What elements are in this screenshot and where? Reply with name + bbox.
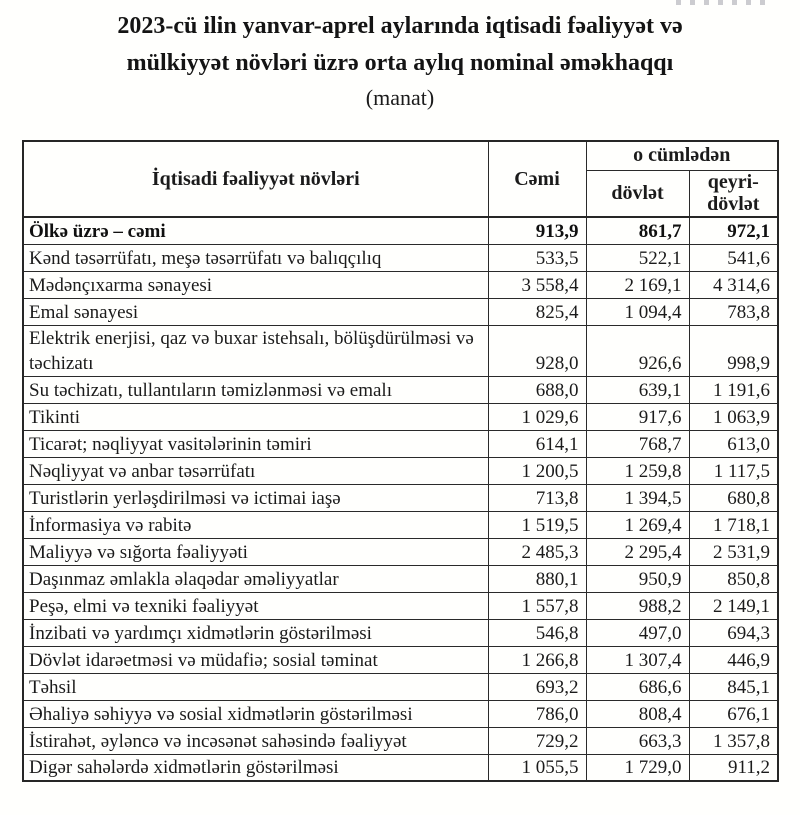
state-value-cell: 988,2 [586, 592, 689, 619]
page-title-line2: mülkiyyət növləri üzrə orta aylıq nominal əməkhaqqı [126, 50, 674, 76]
table-row [23, 430, 778, 457]
state-value-cell: 1 094,4 [586, 298, 689, 325]
activity-cell: Su təchizatı, tullantıların təmizlənməsi və emalı [23, 376, 488, 403]
activity-cell: Dövlət idarəetməsi və müdafiə; sosial təminat [23, 646, 488, 673]
nonstate-value-cell: 676,1 [689, 700, 778, 727]
total-value-cell: 913,9 [488, 217, 586, 244]
table-row [23, 325, 778, 376]
table-row [23, 700, 778, 727]
nonstate-value-cell: 850,8 [689, 565, 778, 592]
page-title [40, 8, 760, 82]
state-value-cell: 808,4 [586, 700, 689, 727]
nonstate-value-cell: 1 191,6 [689, 376, 778, 403]
table-row [23, 619, 778, 646]
total-value-cell: 3 558,4 [488, 271, 586, 298]
activity-cell: Nəqliyyat və anbar təsərrüfatı [23, 457, 488, 484]
wage-table-body [23, 217, 778, 781]
total-value-cell: 1 055,5 [488, 754, 586, 781]
table-row [23, 646, 778, 673]
title-block [0, 0, 800, 114]
nonstate-value-cell: 694,3 [689, 619, 778, 646]
nonstate-value-cell: 845,1 [689, 673, 778, 700]
wage-table [22, 140, 779, 782]
state-value-cell: 1 307,4 [586, 646, 689, 673]
total-value-cell: 1 519,5 [488, 511, 586, 538]
state-value-cell: 639,1 [586, 376, 689, 403]
activity-cell: Maliyyə və sığorta fəaliyyəti [23, 538, 488, 565]
nonstate-value-cell: 613,0 [689, 430, 778, 457]
total-value-cell: 729,2 [488, 727, 586, 754]
nonstate-value-cell: 998,9 [689, 325, 778, 376]
total-value-cell: 546,8 [488, 619, 586, 646]
table-row [23, 298, 778, 325]
nonstate-value-cell: 2 149,1 [689, 592, 778, 619]
table-row [23, 271, 778, 298]
activity-cell: Peşə, elmi və texniki fəaliyyət [23, 592, 488, 619]
state-value-cell: 1 269,4 [586, 511, 689, 538]
col-header-activity: İqtisadi fəaliyyət növləri [23, 141, 488, 217]
state-value-cell: 950,9 [586, 565, 689, 592]
state-value-cell: 686,6 [586, 673, 689, 700]
total-value-cell: 1 266,8 [488, 646, 586, 673]
nonstate-value-cell: 680,8 [689, 484, 778, 511]
table-row [23, 592, 778, 619]
table-row [23, 403, 778, 430]
activity-cell: Ticarət; nəqliyyat vasitələrinin təmiri [23, 430, 488, 457]
nonstate-value-cell: 1 718,1 [689, 511, 778, 538]
activity-cell: İstirahət, əyləncə və incəsənət sahəsində fəaliyyət [23, 727, 488, 754]
activity-cell: Mədənçıxarma sənayesi [23, 271, 488, 298]
table-row [23, 727, 778, 754]
state-value-cell: 1 394,5 [586, 484, 689, 511]
col-header-nonstate: qeyri-dövlət [689, 170, 778, 217]
nonstate-value-cell: 911,2 [689, 754, 778, 781]
clipped-scan-artifact [676, 0, 768, 5]
activity-cell: Turistlərin yerləşdirilməsi və ictimai iaşə [23, 484, 488, 511]
table-row [23, 457, 778, 484]
nonstate-value-cell: 2 531,9 [689, 538, 778, 565]
state-value-cell: 768,7 [586, 430, 689, 457]
state-value-cell: 2 169,1 [586, 271, 689, 298]
table-row [23, 673, 778, 700]
total-value-cell: 1 200,5 [488, 457, 586, 484]
state-value-cell: 663,3 [586, 727, 689, 754]
total-value-cell: 825,4 [488, 298, 586, 325]
state-value-cell: 522,1 [586, 244, 689, 271]
total-value-cell: 614,1 [488, 430, 586, 457]
total-value-cell: 713,8 [488, 484, 586, 511]
table-row [23, 511, 778, 538]
total-value-cell: 688,0 [488, 376, 586, 403]
nonstate-value-cell: 541,6 [689, 244, 778, 271]
activity-cell: Digər sahələrdə xidmətlərin göstərilməsi [23, 754, 488, 781]
nonstate-value-cell: 1 117,5 [689, 457, 778, 484]
total-value-cell: 693,2 [488, 673, 586, 700]
total-value-cell: 786,0 [488, 700, 586, 727]
nonstate-value-cell: 1 063,9 [689, 403, 778, 430]
table-row [23, 484, 778, 511]
total-value-cell: 1 557,8 [488, 592, 586, 619]
nonstate-value-cell: 972,1 [689, 217, 778, 244]
total-value-cell: 533,5 [488, 244, 586, 271]
title-unit: (manat) [365, 85, 435, 110]
col-header-total: Cəmi [488, 141, 586, 217]
activity-cell: Kənd təsərrüfatı, meşə təsərrüfatı və balıqçılıq [23, 244, 488, 271]
nonstate-value-cell: 446,9 [689, 646, 778, 673]
activity-cell: Ölkə üzrə – cəmi [23, 217, 488, 244]
nonstate-value-cell: 4 314,6 [689, 271, 778, 298]
state-value-cell: 917,6 [586, 403, 689, 430]
activity-cell: Emal sənayesi [23, 298, 488, 325]
activity-cell: Tikinti [23, 403, 488, 430]
activity-cell: Əhaliyə səhiyyə və sosial xidmətlərin göstərilməsi [23, 700, 488, 727]
total-value-cell: 928,0 [488, 325, 586, 376]
activity-cell: Daşınmaz əmlakla əlaqədar əməliyyatlar [23, 565, 488, 592]
col-header-state: dövlət [586, 170, 689, 217]
total-value-cell: 880,1 [488, 565, 586, 592]
page-title-line1: 2023-cü ilin yanvar-aprel aylarında iqtisadi fəaliyyət və [117, 13, 683, 39]
state-value-cell: 1 729,0 [586, 754, 689, 781]
activity-cell: Elektrik enerjisi, qaz və buxar istehsalı, bölüşdürülməsi və təchizatı [23, 325, 488, 376]
activity-cell: Təhsil [23, 673, 488, 700]
total-value-cell: 2 485,3 [488, 538, 586, 565]
col-header-including: o cümlədən [586, 141, 778, 170]
table-row [23, 565, 778, 592]
nonstate-value-cell: 1 357,8 [689, 727, 778, 754]
activity-cell: İnzibati və yardımçı xidmətlərin göstərilməsi [23, 619, 488, 646]
table-row [23, 244, 778, 271]
nonstate-value-cell: 783,8 [689, 298, 778, 325]
state-value-cell: 497,0 [586, 619, 689, 646]
state-value-cell: 2 295,4 [586, 538, 689, 565]
wage-table-header [23, 141, 778, 217]
state-value-cell: 861,7 [586, 217, 689, 244]
total-value-cell: 1 029,6 [488, 403, 586, 430]
table-row [23, 754, 778, 781]
table-row [23, 217, 778, 244]
activity-cell: İnformasiya və rabitə [23, 511, 488, 538]
state-value-cell: 1 259,8 [586, 457, 689, 484]
table-row [23, 538, 778, 565]
table-row [23, 376, 778, 403]
state-value-cell: 926,6 [586, 325, 689, 376]
